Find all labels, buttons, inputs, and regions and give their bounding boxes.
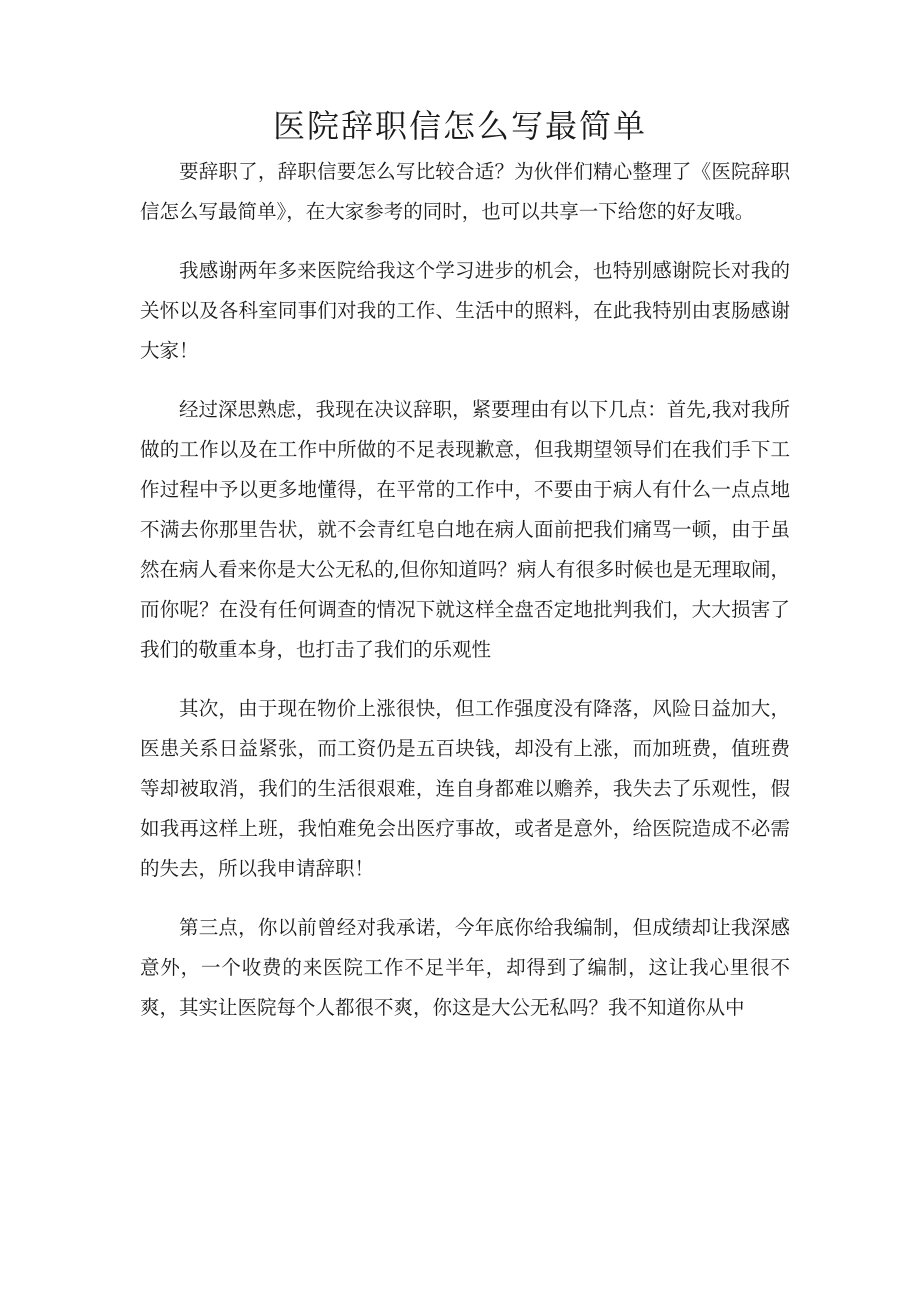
document-title: 医院辞职信怎么写最简单 [272, 107, 647, 145]
paragraph-reason-first: 经过深思熟虑，我现在决议辞职，紧要理由有以下几点：首先,我对我所做的工作以及在工作中所做的不足表现歉意，但我期望领导们在我们手下工作过程中予以更多地懂得，在平常的工作中，不要由于病人有什么一点点地不满去你那里告状，就不会青红皂白地在病人面前把我们痛骂一顿，由于虽然在病人看来你是大公无私的,但你知道吗？病人有很多时候也是无理取闹，而你呢？在没有任何调查的情况下就这样全盘否定地批判我们，大大损害了我们的敬重本身，也打击了我们的乐观性 [140, 398, 790, 661]
document-body [140, 150, 790, 1047]
paragraph-intro: 要辞职了，辞职信要怎么写比较合适？为伙伴们精心整理了《医院辞职信怎么写最简单》，在大家参考的同时，也可以共享一下给您的好友哦。 [140, 160, 790, 223]
paragraph-reason-third: 第三点，你以前曾经对我承诺，今年底你给我编制，但成绩却让我深感意外，一个收费的来医院工作不足半年，却得到了编制，这让我心里很不爽，其实让医院每个人都很不爽，你这是大公无私吗？我不知道你从中 [140, 916, 790, 1019]
paragraph-thanks: 我感谢两年多来医院给我这个学习进步的机会，也特别感谢院长对我的关怀以及各科室同事们对我的工作、生活中的照料，在此我特别由衷肠感谢大家！ [140, 259, 790, 362]
paragraph-reason-second: 其次，由于现在物价上涨很快，但工作强度没有降落，风险日益加大，医患关系日益紧张，而工资仍是五百块钱，却没有上涨，而加班费，值班费等却被取消，我们的生活很艰难，连自身都难以赡养，我失去了乐观性，假如我再这样上班，我怕难免会出医疗事故，或者是意外，给医院造成不必需的失去，所以我申请辞职！ [140, 697, 790, 880]
